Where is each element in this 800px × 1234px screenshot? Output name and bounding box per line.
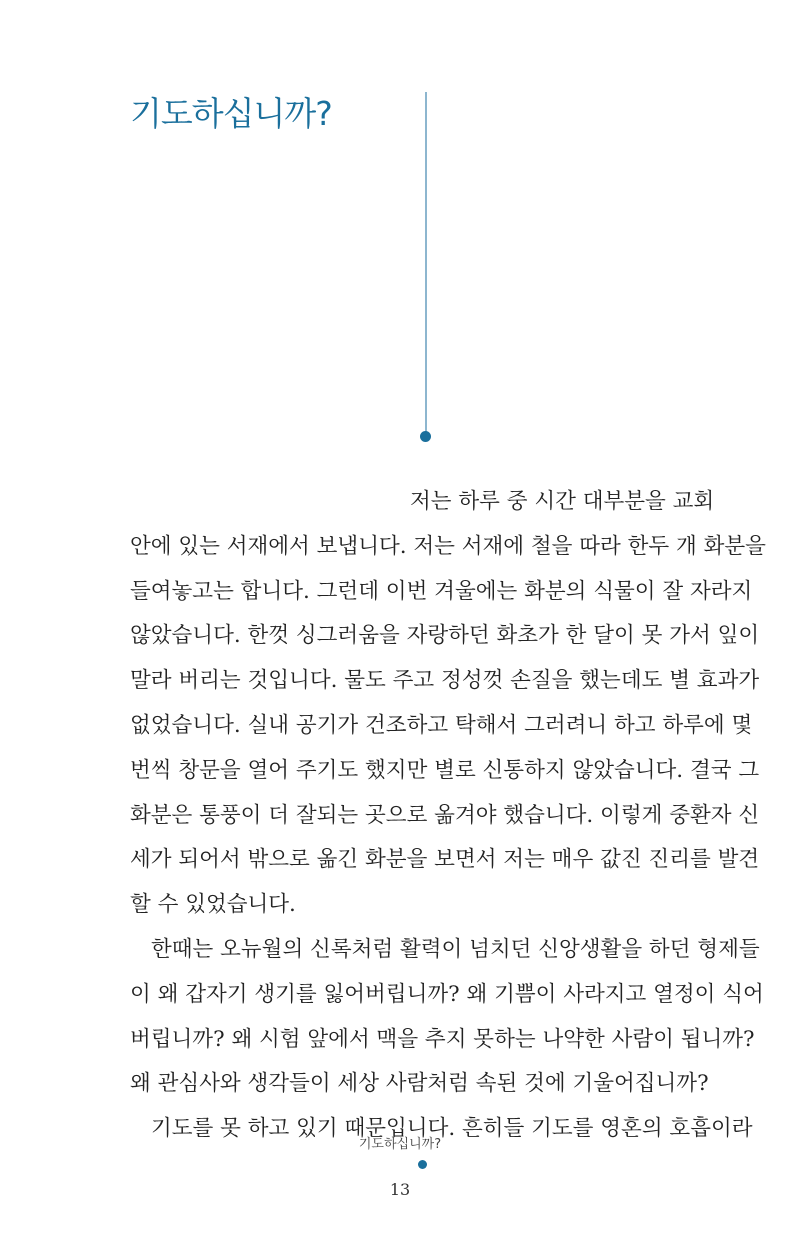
body-line: 기도를 못 하고 있기 때문입니다. 흔히들 기도를 영혼의 호흡이라 bbox=[151, 1116, 753, 1142]
body-line: 말라 버리는 것입니다. 물도 주고 정성껏 손질을 했는데도 별 효과가 bbox=[130, 668, 760, 694]
body-line: 한때는 오뉴월의 신록처럼 활력이 넘치던 신앙생활을 하던 형제들 bbox=[151, 936, 760, 962]
body-line: 저는 하루 중 시간 대부분을 교회 bbox=[410, 489, 715, 514]
body-line: 번씩 창문을 열어 주기도 했지만 별로 신통하지 않았습니다. 결국 그 bbox=[130, 757, 760, 783]
chapter-title: 기도하십니까? bbox=[130, 94, 332, 133]
body-line: 안에 있는 서재에서 보냅니다. 저는 서재에 철을 따라 한두 개 화분을 bbox=[130, 533, 766, 559]
body-line: 않았습니다. 한껏 싱그러움을 자랑하던 화초가 한 달이 못 가서 잎이 bbox=[130, 623, 760, 649]
running-title: 기도하십니까? bbox=[358, 1137, 442, 1152]
body-text bbox=[130, 480, 766, 1152]
body-line: 들여놓고는 합니다. 그런데 이번 겨울에는 화분의 식물이 잘 자라지 bbox=[130, 578, 753, 604]
body-line: 왜 관심사와 생각들이 세상 사람처럼 속된 것에 기울어집니까? bbox=[130, 1071, 709, 1097]
body-line: 이 왜 갑자기 생기를 잃어버립니까? 왜 기쁨이 사라지고 열정이 식어 bbox=[130, 981, 764, 1007]
body-line: 없었습니다. 실내 공기가 건조하고 탁해서 그러려니 하고 하루에 몇 bbox=[130, 712, 753, 738]
footer-dot bbox=[418, 1160, 427, 1169]
body-line: 할 수 있었습니다. bbox=[130, 892, 296, 918]
decorative-vertical-line bbox=[425, 92, 427, 434]
decorative-dot bbox=[420, 431, 431, 442]
body-line: 버립니까? 왜 시험 앞에서 맥을 추지 못하는 나약한 사람이 됩니까? bbox=[130, 1026, 755, 1052]
page-number: 13 bbox=[389, 1180, 411, 1199]
body-line: 화분은 통풍이 더 잘되는 곳으로 옮겨야 했습니다. 이렇게 중환자 신 bbox=[130, 802, 760, 828]
body-line: 세가 되어서 밖으로 옮긴 화분을 보면서 저는 매우 값진 진리를 발견 bbox=[130, 847, 760, 873]
